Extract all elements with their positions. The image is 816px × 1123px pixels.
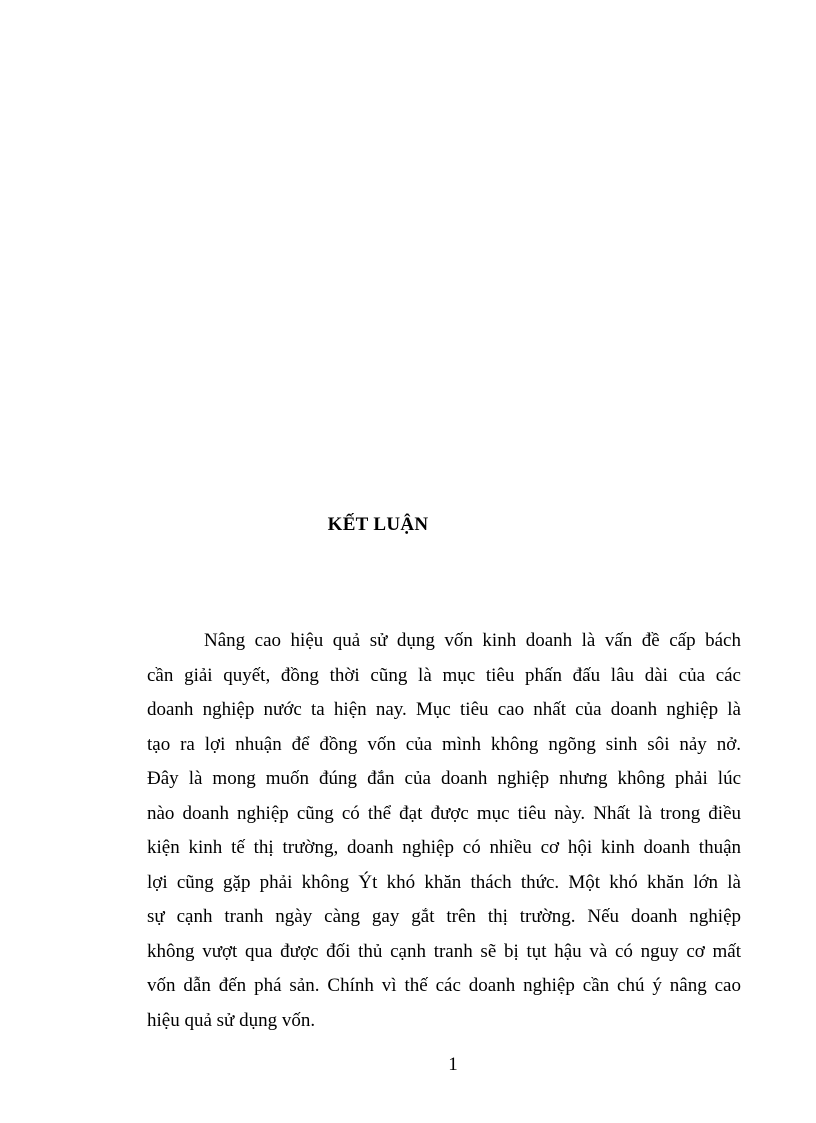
paragraph-line: Nâng cao hiệu quả sử dụng vốn kinh doanh là vấn đề cấp bách	[204, 630, 741, 651]
page-number: 1	[448, 1054, 458, 1075]
page-title: KẾT LUẬN	[327, 514, 429, 535]
paragraph-line: sự cạnh tranh ngày càng gay gắt trên thị trường. Nếu doanh nghiệp	[147, 906, 741, 927]
paragraph-line: nào doanh nghiệp cũng có thể đạt được mục tiêu này. Nhất là trong điều	[147, 802, 741, 824]
paragraph-line: không vượt qua được đối thủ cạnh tranh sẽ bị tụt hậu và có nguy cơ mất	[147, 940, 741, 962]
paragraph-line: lợi cũng gặp phải không Ýt khó khăn thách thức. Một khó khăn lớn là	[147, 871, 741, 893]
paragraph-line: vốn dẫn đến phá sản. Chính vì thế các doanh nghiệp cần chú ý nâng cao	[147, 975, 741, 996]
paragraph-line: tạo ra lợi nhuận để đồng vốn của mình không ngõng sinh sôi nảy nở.	[147, 733, 741, 755]
paragraph-line: doanh nghiệp nước ta hiện nay. Mục tiêu cao nhất của doanh nghiệp là	[147, 699, 741, 720]
paragraph-line: cần giải quyết, đồng thời cũng là mục tiêu phấn đấu lâu dài của các	[147, 664, 741, 686]
paragraph-line: hiệu quả sử dụng vốn.	[147, 1009, 316, 1031]
conclusion-paragraph	[147, 624, 741, 1038]
paragraph-line: Đây là mong muốn đúng đắn của doanh nghiệp nhưng không phải lúc	[147, 768, 741, 789]
paragraph-line: kiện kinh tế thị trường, doanh nghiệp có nhiều cơ hội kinh doanh thuận	[147, 837, 741, 858]
